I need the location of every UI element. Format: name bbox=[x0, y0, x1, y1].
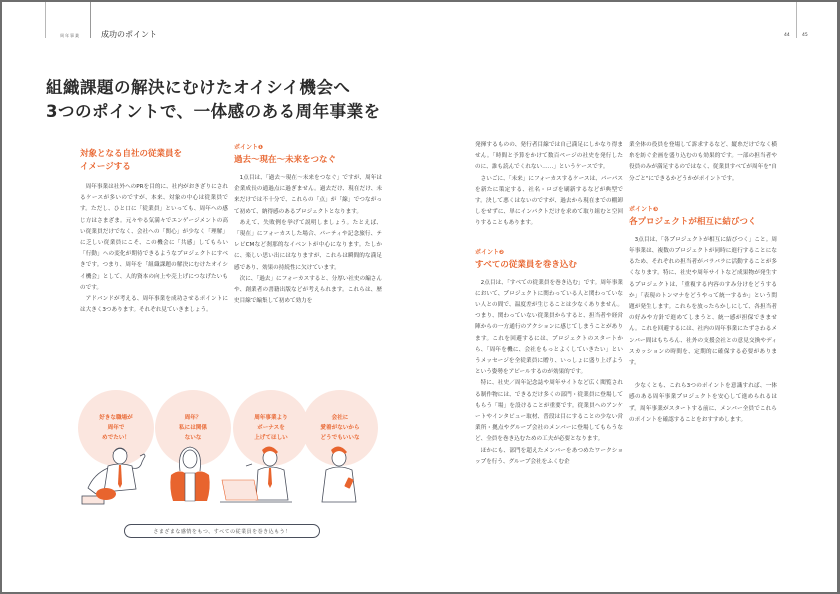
illustration-caption: さまざまな感情をもつ、すべての従業員を巻き込もう！ bbox=[124, 524, 320, 538]
point1-continuation-paragraph-1: 発揮するものの、発行者目線では自己満足にしかなり得ません。「時間と予算をかけて数百ページの社史を発行したのに、誰も読んでくれない……」というケースです。 bbox=[475, 142, 623, 171]
point1-label: ポイント❶ bbox=[234, 144, 264, 151]
point2-column bbox=[475, 140, 623, 468]
conclusion-paragraph: 少なくとも、これら3つのポイントを意識すれば、一体感のある周年事業プロジェクトを安心して進められるはず。周年事業がスタートする前に、メンバー全員でこれらのポイントを確認することをおすすめします。 bbox=[629, 383, 777, 423]
point1-column bbox=[234, 143, 382, 307]
point1-paragraph-1: 1点目は、「過去～現在～未来をつなぐ」ですが、周年は企業成長の通過点に過ぎません。過去だけ、現在だけ、未来だけでは不十分で、これらの「点」が「線」でつながって初めて、納得感のあるプロジェクトとなります。 bbox=[234, 175, 382, 215]
point1-paragraph-3: 次に、「過去」にフォーカスすると、分厚い社史の編さんや、創業者の書籍出版などが考えられます。これらは、歴史目線で編集して初めて効力を bbox=[234, 275, 382, 305]
headline-line-1: 組織課題の解決にむけたオイシイ機会へ bbox=[46, 78, 351, 97]
speech-bubble-3: 周年事業より ボーナスを 上げてほしい bbox=[233, 390, 309, 466]
point2-paragraph-3: ほかにも、部門を超えたメンバーをあつめたワークショップを行う、グループ会社をふくむ企 bbox=[475, 447, 623, 465]
page-number-left: 44 bbox=[784, 33, 790, 38]
point1-continuation-paragraph-2: さいごに、「未来」にフォーカスするケースは、パーパスを新たに策定する、社名・ロゴを刷新するなどが典型です。決して悪くはないのですが、過去から現在までの棚卸しをせずに、単にインパクトだけを求めて取り組むと空回りすることもあります。 bbox=[475, 175, 623, 227]
intro-paragraph-1: 周年事業は社外へのPRを目的に、社内がおきざりにされるケースが多いのですが、本来、対象の中心は従業員です。ただし、ひと口に「従業員」といっても、周年への感じ方はさまざま。元々やる気満々でエンゲージメントの高い従業員だけでなく、会社への「関心」が少なく「理解」に乏しい従業員にこそ、この機会に「共感」してもらい「行動」への変化が期待できるようなプロジェクトにすべきです。つまり、周年を「組織課題の解決にむけたオイシイ機会」として、人的資本の向上や売上げにつなげたいものです。 bbox=[80, 184, 228, 291]
point2-paragraph-2: 特に、社史／周年記念誌や周年サイトなど広く閲覧される制作物には、できるだけ多くの部門・従業員に登場してもらう「場」を設けることが重要です。従業員へのアンケートやインタビュー取材、普段は目にすることの少ない営業所・拠点やグループ会社のメンバーに登場してもらうなど、全員を巻き込むための工夫が必要となります。 bbox=[475, 380, 623, 443]
section-label: 周年事業 bbox=[60, 33, 80, 38]
point3-title: 各プロジェクトが相互に結びつく bbox=[629, 216, 757, 227]
person-phone-illustration bbox=[314, 444, 364, 506]
intro-paragraph-2: アドバンドが考える、周年事業を成功させるポイントには大きく3つあります。それぞれ見ていきましょう。 bbox=[80, 296, 228, 314]
intro-title bbox=[80, 148, 228, 174]
point1-paragraph-2: あえて、失敗例を挙げて説明しましょう。たとえば、「現在」にフォーカスした場合、パーティや記念旅行、テレビCMなど刹那的なイベントが中心になります。たしかに、楽しい思い出にはなりますが、これらは瞬間的な満足感であり、効果の持続性に欠けています。 bbox=[234, 219, 382, 271]
intro-column bbox=[80, 148, 228, 316]
point3-column bbox=[629, 140, 777, 426]
point3-paragraph-1: 3点目は、「各プロジェクトが相互に結びつく」こと。周年事業は、複数のプロジェクトが同時に進行することになるため、それぞれの担当者がバラバラに活動することが多くなります。特に、社史や周年サイトなど成果物が発生するプロジェクトは、「重複する内容のすみ分けをどうするか」「表現のトンマナをどうやって統一するか」という問題が発生します。これらを放ったらかしにして、各担当者の好みや方針で進めてしまうと、統一感が担保できません。これを回避するには、社内の周年事業にたずさわるメンバー間はもちろん、社外の支援会社との意見交換やディスカッションの時間を、定期的に確保する必要があります。 bbox=[629, 236, 777, 367]
point2-continuation-paragraph: 業全体の役員を登場して訴求するなど、縦糸だけでなく横糸を紡ぐ企画を盛り込むのも効果的です。一部の担当者や役員のみが満足するのではなく、従業員すべてが周年を"自分ごと"にできるかどうかがポイントです。 bbox=[629, 142, 777, 182]
point2-title: すべての従業員を巻き込む bbox=[475, 259, 577, 270]
point2-paragraph-1: 2点目は、「すべての従業員を巻き込む」です。周年事業において、プロジェクトに関わっている人と関わっていない人との間で、温度差が生じることは少なくありません。つまり、関わっていない従業員からすると、担当者や経営陣からの一方通行のアクションに感じてしまうことがあります。これを回避するには、プロジェクトのスタートから、「周年を機に、会社をもっとよくしていきたい」というメッセージを全従業員に贈り、いっしょに盛り上げようという姿勢をアピールするのが効果的です。 bbox=[475, 279, 623, 376]
header-rule-left bbox=[45, 2, 46, 38]
headline-line-2: 3つのポイントで、一体感のある周年事業を bbox=[46, 102, 381, 121]
point1-title: 過去～現在～未来をつなぐ bbox=[234, 155, 337, 165]
person-indifferent-woman-illustration bbox=[165, 443, 215, 505]
point3-label: ポイント❸ bbox=[629, 205, 659, 213]
person-laptop-illustration bbox=[220, 444, 300, 506]
speech-bubble-4: 会社に 愛着がないから どうでもいいな bbox=[302, 390, 378, 466]
speech-bubble-1: 好きな職場が 周年で めでたい！ bbox=[78, 390, 154, 466]
person-cheering-illustration bbox=[80, 444, 150, 506]
header-rule-mid bbox=[90, 2, 91, 38]
page-headline bbox=[46, 76, 381, 124]
running-head: 成功のポイント bbox=[101, 30, 157, 39]
page-number-right: 45 bbox=[802, 33, 808, 38]
speech-bubble-2: 周年？ 私には関係 ないな bbox=[155, 390, 231, 466]
intro-title-line-2: イメージする bbox=[80, 162, 131, 172]
intro-title-line-1: 対象となる自社の従業員を bbox=[80, 149, 183, 159]
point2-label: ポイント❷ bbox=[475, 248, 505, 256]
header-rule-right bbox=[796, 2, 797, 38]
magazine-spread bbox=[2, 2, 837, 592]
